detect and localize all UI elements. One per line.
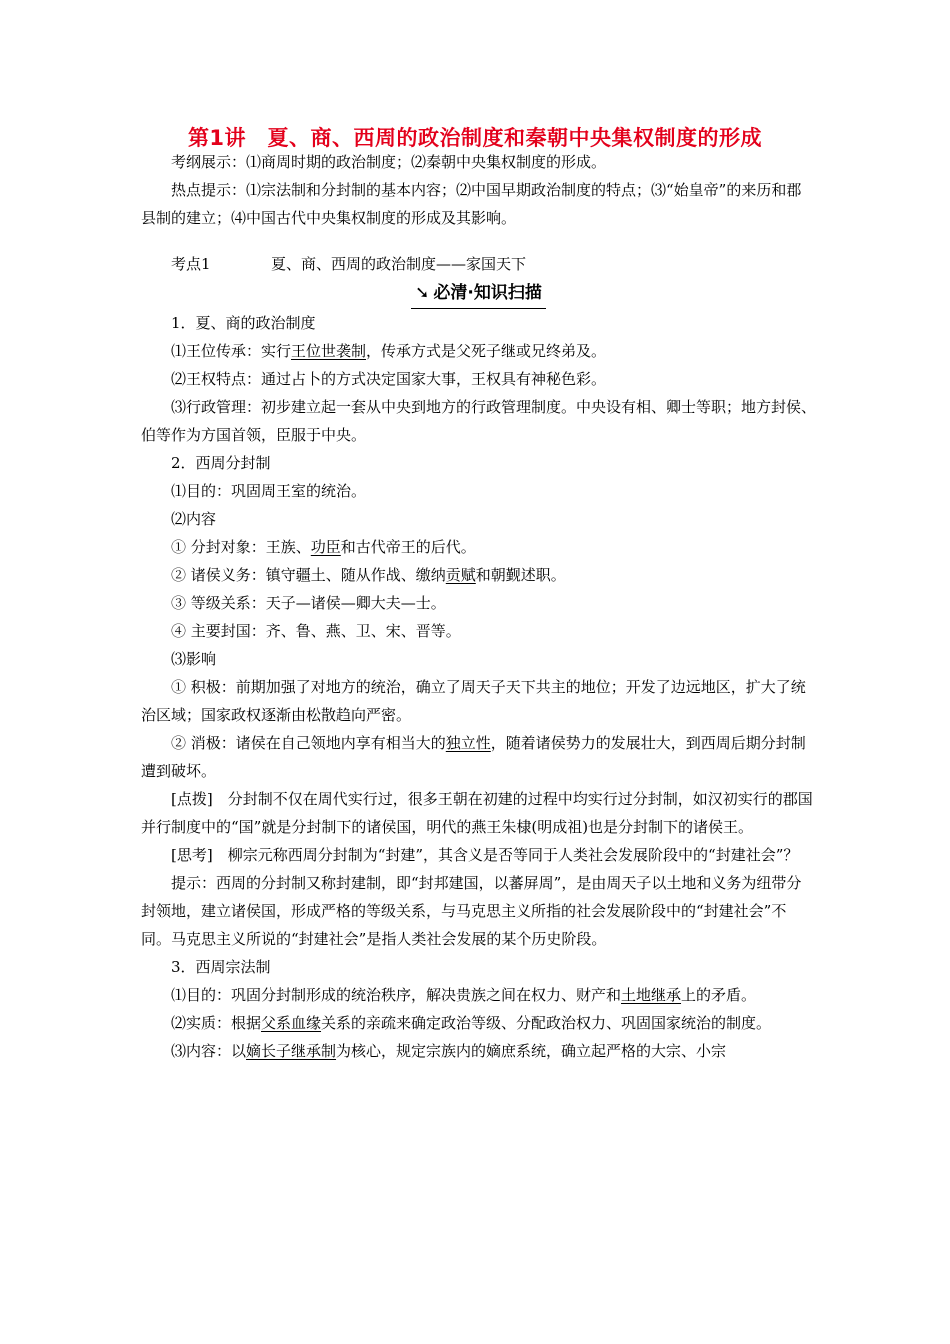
paragraph: ⑶行政管理：初步建立起一套从中央到地方的行政管理制度。中央设有相、卿士等职；地方封侯、伯等作为方国首领，臣服于中央。 bbox=[141, 398, 817, 444]
section-banner bbox=[141, 278, 816, 309]
paragraph: ⑶影响 bbox=[171, 650, 217, 668]
list-item: ② 消极：诸侯在自己领地内享有相当大的独立性，随着诸侯势力的发展壮大，到西周后期分封制遭到破坏。 bbox=[141, 734, 806, 780]
list-item: ① 分封对象：王族、功臣和古代帝王的后代。 bbox=[171, 538, 476, 556]
underlined-term: 功臣 bbox=[310, 538, 341, 556]
kaodian-heading bbox=[141, 250, 816, 278]
list-item: ① 积极：前期加强了对地方的统治，确立了周天子天下共主的地位；开发了边远地区，扩大了统治区域；国家政权逐渐由松散趋向严密。 bbox=[141, 678, 806, 724]
paragraph: ⑴目的：巩固分封制形成的统治秩序，解决贵族之间在权力、财产和土地继承上的矛盾。 bbox=[171, 986, 757, 1004]
paragraph: ⑴王位传承：实行王位世袭制，传承方式是父死子继或兄终弟及。 bbox=[171, 342, 607, 360]
paragraph: ⑶内容：以嫡长子继承制为核心，规定宗族内的嫡庶系统，确立起严格的大宗、小宗 bbox=[171, 1042, 727, 1060]
section-3-heading: 3．西周宗法制 bbox=[171, 958, 271, 976]
sikao-question: [思考] 柳宗元称西周分封制为“封建”，其含义是否等同于人类社会发展阶段中的“封建社会”？ bbox=[171, 846, 799, 864]
underlined-term: 土地继承 bbox=[621, 986, 682, 1004]
hotspot-text: 热点提示：⑴宗法制和分封制的基本内容；⑵中国早期政治制度的特点；⑶“始皇帝”的来历和郡县制的建立；⑷中国古代中央集权制度的形成及其影响。 bbox=[141, 181, 802, 227]
list-item: ④ 主要封国：齐、鲁、燕、卫、宋、晋等。 bbox=[171, 622, 461, 640]
list-item: ② 诸侯义务：镇守疆土、随从作战、缴纳贡赋和朝觐述职。 bbox=[171, 566, 566, 584]
paragraph: ⑵实质：根据父系血缘关系的亲疏来确定政治等级、分配政治权力、巩固国家统治的制度。 bbox=[171, 1014, 772, 1032]
underlined-term: 王位世袭制 bbox=[291, 342, 367, 360]
paragraph: ⑵王权特点：通过占卜的方式决定国家大事，王权具有神秘色彩。 bbox=[171, 370, 607, 388]
paragraph: ⑴目的：巩固周王室的统治。 bbox=[171, 482, 367, 500]
section-1-heading: 1．夏、商的政治制度 bbox=[171, 314, 316, 332]
tishi-answer: 提示：西周的分封制又称封建制，即“封邦建国，以蕃屏周”，是由周天子以土地和义务为纽带分封领地，建立诸侯国，形成严格的等级关系，与马克思主义所指的社会发展阶段中的“封建社会”不同。马克思主义所说的“封建社会”是指人类社会发展的某个历史阶段。 bbox=[141, 874, 802, 948]
document-body bbox=[141, 148, 816, 1065]
kaodian-title: 夏、商、西周的政治制度——家国天下 bbox=[271, 255, 527, 273]
lesson-title: 第1讲 夏、商、西周的政治制度和秦朝中央集权制度的形成 bbox=[187, 126, 763, 150]
kaodian-label: 考点1 bbox=[171, 255, 211, 273]
outline-text: 考纲展示：⑴商周时期的政治制度；⑵秦朝中央集权制度的形成。 bbox=[171, 153, 607, 171]
list-item: ③ 等级关系：天子—诸侯—卿大夫—士。 bbox=[171, 594, 446, 612]
paragraph: ⑵内容 bbox=[171, 510, 217, 528]
banner-text: 必清·知识扫描 bbox=[433, 283, 542, 303]
section-2-heading: 2．西周分封制 bbox=[171, 454, 271, 472]
underlined-term: 独立性 bbox=[445, 734, 491, 752]
underlined-term: 贡赋 bbox=[445, 566, 476, 584]
underlined-term: 嫡长子继承制 bbox=[246, 1042, 337, 1060]
arrow-down-right-icon: ➘ bbox=[415, 283, 430, 303]
dianbo-note: [点拨] 分封制不仅在周代实行过，很多王朝在初建的过程中均实行过分封制，如汉初实行的郡国并行制度中的“国”就是分封制下的诸侯国，明代的燕王朱棣(明成祖)也是分封制下的诸侯王。 bbox=[141, 790, 813, 836]
underlined-term: 父系血缘 bbox=[261, 1014, 322, 1032]
